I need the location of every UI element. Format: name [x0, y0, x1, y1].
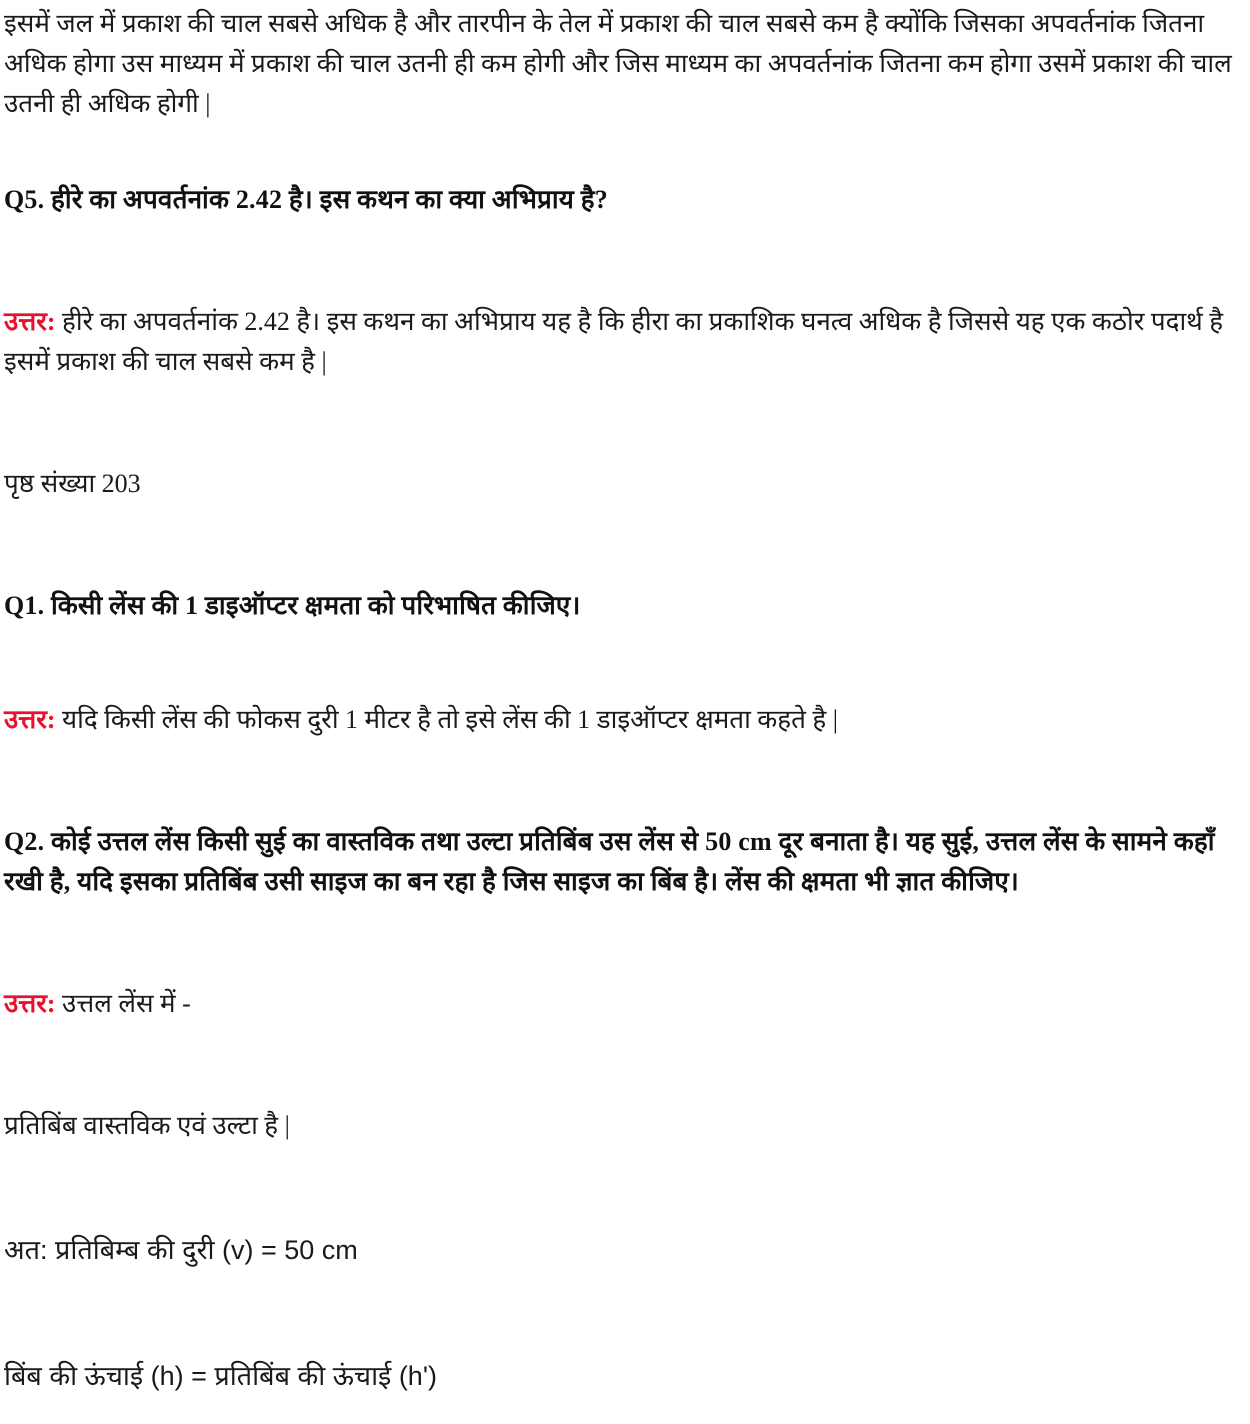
- question-q5: Q5. हीरे का अपवर्तनांक 2.42 है। इस कथन का क्या अभिप्राय है?: [4, 185, 608, 214]
- answer-label: उत्तर:: [4, 705, 56, 734]
- answer-label: उत्तर:: [4, 307, 56, 336]
- spacer: [4, 652, 1242, 674]
- spacer: [4, 1172, 1242, 1202]
- answer-q2: [4, 984, 1242, 1024]
- answer-text: यदि किसी लेंस की फोकस दुरी 1 मीटर है तो इसे लेंस की 1 डाइऑप्टर क्षमता कहते है |: [62, 705, 838, 734]
- spacer: [4, 1298, 1242, 1328]
- answer-q2-line2: अत: प्रतिबिम्ब की दुरी (v) = 50 cm: [4, 1235, 358, 1265]
- answer-q2-line1: प्रतिबिंब वास्तविक एवं उल्टा है |: [4, 1111, 290, 1140]
- spacer: [4, 1050, 1242, 1080]
- question-q1: Q1. किसी लेंस की 1 डाइऑप्टर क्षमता को परिभाषित कीजिए।: [4, 591, 581, 620]
- spacer: [4, 530, 1242, 560]
- question-q2: Q2. कोई उत्तल लेंस किसी सुई का वास्तविक तथा उल्टा प्रतिबिंब उस लेंस से 50 cm दूर बनाता है। यह सुई, उत्तल लेंस के सामने कहाँ रखी है, यदि इसका प्रतिबिंब उसी साइज का बन रहा है जिस साइज का बिंब है। लेंस की क्षमता भी ज्ञात कीजिए।: [4, 827, 1215, 896]
- page-marker: पृष्ठ संख्या 203: [4, 469, 141, 498]
- spacer: [4, 766, 1242, 796]
- answer-q2-line3: बिंब की ऊंचाई (h) = प्रतिबिंब की ऊंचाई (h'): [4, 1361, 437, 1391]
- spacer: [4, 408, 1242, 438]
- answer-text: उत्तल लेंस में -: [62, 989, 191, 1018]
- answer-label: उत्तर:: [4, 989, 56, 1018]
- answer-q1: [4, 700, 1242, 740]
- spacer: [4, 246, 1242, 276]
- answer-q5: [4, 302, 1242, 382]
- intro-paragraph: इसमें जल में प्रकाश की चाल सबसे अधिक है और तारपीन के तेल में प्रकाश की चाल सबसे कम है क्योंकि जिसका अपवर्तनांक जितना अधिक होगा उस माध्यम में प्रकाश की चाल उतनी ही कम होगी और जिस माध्यम का अपवर्तनांक जितना कम होगा उसमें प्रकाश की चाल उतनी ही अधिक होगी |: [4, 9, 1232, 118]
- spacer: [4, 928, 1242, 958]
- spacer: [4, 124, 1242, 154]
- answer-text: हीरे का अपवर्तनांक 2.42 है। इस कथन का अभिप्राय यह है कि हीरा का प्रकाशिक घनत्व अधिक है जिससे यह एक कठोर पदार्थ है इसमें प्रकाश की चाल सबसे कम है |: [4, 307, 1224, 376]
